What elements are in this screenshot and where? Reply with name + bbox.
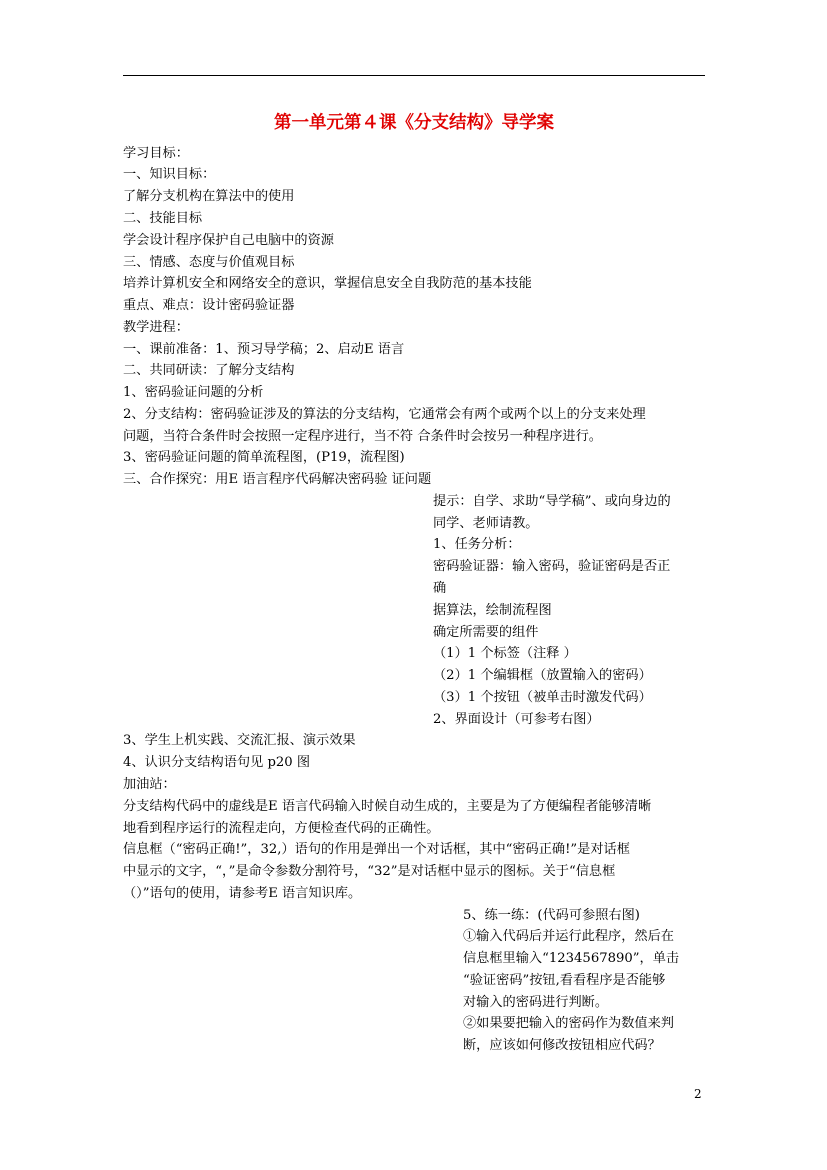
text-line: 加油站： xyxy=(123,777,176,792)
text-line: 地看到程序运行的流程走向，方便检查代码的正确性。 xyxy=(123,821,440,836)
tip-line: 确 xyxy=(433,581,447,596)
text-line: 3、学生上机实践、交流汇报、演示效果 xyxy=(123,733,356,748)
text-line: 学会设计程序保护自己电脑中的资源 xyxy=(123,233,334,248)
tip-line: （2）1 个编辑框（放置输入的密码） xyxy=(433,668,652,683)
tip-line: 1、任务分析： xyxy=(433,537,521,552)
practice-line: 断，应该如何修改按钮相应代码？ xyxy=(463,1038,661,1053)
text-line: 一、知识目标： xyxy=(123,167,216,182)
tip-line: 据算法，绘制流程图 xyxy=(433,603,552,618)
text-line: 三、情感、态度与价值观目标 xyxy=(123,255,295,270)
text-line: 问题，当符合条件时会按照一定程序进行，当不符 合条件时会按另一种程序进行。 xyxy=(123,429,602,444)
text-line: 三、合作探究：用E 语言程序代码解决密码验 证问题 xyxy=(123,472,432,487)
header-rule xyxy=(123,75,705,76)
text-line: 1、密码验证问题的分析 xyxy=(123,385,264,400)
practice-line: “验证密码”按钮,看看程序是否能够 xyxy=(463,973,666,988)
tip-line: 确定所需要的组件 xyxy=(433,625,539,640)
text-line: 2、分支结构：密码验证涉及的算法的分支结构，它通常会有两个或两个以上的分支来处理 xyxy=(123,407,646,422)
text-line: 学习目标： xyxy=(123,146,189,161)
text-line: 二、共同研读：了解分支结构 xyxy=(123,363,295,378)
tip-line: 同学、老师请教。 xyxy=(433,516,539,531)
text-line: 二、技能目标 xyxy=(123,211,203,226)
page-title: 第一单元第４课《分支结构》导学案 xyxy=(274,113,554,133)
text-line: 信息框（“密码正确!”，32,）语句的作用是弹出一个对话框，其中“密码正确!”是对话框 xyxy=(123,842,630,857)
practice-line: 对输入的密码进行判断。 xyxy=(463,995,609,1010)
text-line: （）”语句的使用，请参考E 语言知识库。 xyxy=(123,886,362,901)
tip-line: （3）1 个按钮（被单击时激发代码） xyxy=(433,690,652,705)
practice-line: 信息框里输入“1234567890”，单击 xyxy=(463,951,680,966)
text-line: 教学进程： xyxy=(123,320,189,335)
page-number: 2 xyxy=(694,1087,702,1101)
tip-line: 2、界面设计（可参考右图） xyxy=(433,712,600,727)
practice-line: 5、练一练：(代码可参照右图) xyxy=(463,908,640,923)
tip-line: 提示：自学、求助“导学稿”、或向身边的 xyxy=(433,494,671,509)
text-line: 重点、难点：设计密码验证器 xyxy=(123,298,295,313)
text-line: 培养计算机安全和网络安全的意识，掌握信息安全自我防范的基本技能 xyxy=(123,276,532,291)
text-line: 3、密码验证问题的简单流程图，(P19，流程图) xyxy=(123,450,405,465)
tip-line: （1）1 个标签（注释 ） xyxy=(433,646,577,661)
text-line: 分支结构代码中的虚线是E 语言代码输入时候自动生成的，主要是为了方便编程者能够清晰 xyxy=(123,799,652,814)
text-line: 了解分支机构在算法中的使用 xyxy=(123,189,295,204)
text-line: 4、认识分支结构语句见 p20 图 xyxy=(123,755,311,770)
text-line: 一、课前准备：1、预习导学稿；2、启动E 语言 xyxy=(123,342,405,357)
practice-line: ①输入代码后并运行此程序，然后在 xyxy=(463,929,674,944)
text-line: 中显示的文字，“，”是命令参数分割符号，“32”是对话框中显示的图标。关于“信息框 xyxy=(123,864,616,879)
practice-line: ②如果要把输入的密码作为数值来判 xyxy=(463,1016,674,1031)
tip-line: 密码验证器：输入密码，验证密码是否正 xyxy=(433,559,671,574)
